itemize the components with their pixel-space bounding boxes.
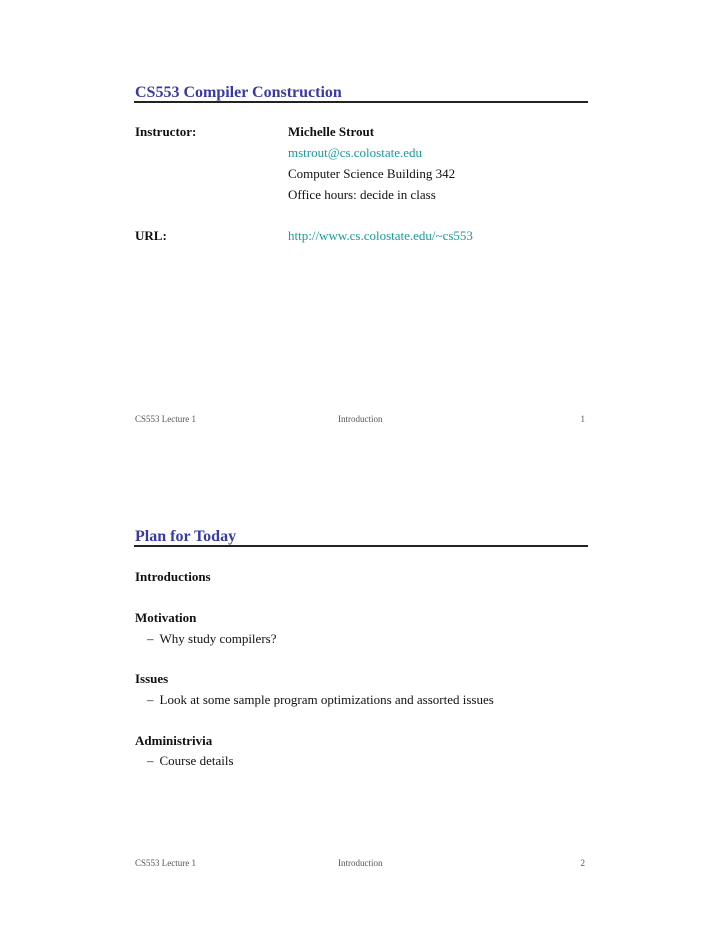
dash-bullet: – [147,692,154,707]
bullet-text: Course details [159,753,234,768]
instructor-label: Instructor: [135,124,197,139]
course-url-link[interactable] [288,228,473,244]
url-label: URL: [135,228,167,243]
section-heading: Introductions [135,569,211,584]
instructor-email[interactable]: mstrout@cs.colostate.edu [288,145,422,160]
course-url[interactable]: http://www.cs.colostate.edu/~cs553 [288,228,473,243]
footer-topic: Introduction [338,414,383,424]
section-heading: Administrivia [135,733,213,748]
bullet-item [147,753,234,769]
footer-course: CS553 Lecture 1 [135,858,196,868]
section-heading: Motivation [135,610,197,625]
bullet-text: Why study compilers? [159,631,277,646]
office-hours: Office hours: decide in class [288,187,436,202]
dash-bullet: – [147,753,154,768]
title-rule [134,545,588,547]
footer-course: CS553 Lecture 1 [135,414,196,424]
bullet-item [147,692,494,708]
office-location: Computer Science Building 342 [288,166,456,181]
slide-title: CS553 Compiler Construction [135,84,342,101]
footer-page-number: 2 [580,858,585,868]
instructor-name: Michelle Strout [288,124,375,139]
bullet-item [147,631,276,647]
footer-page-number: 1 [580,414,585,424]
title-rule [134,101,588,103]
dash-bullet: – [147,631,154,646]
slide-2 [0,444,720,932]
instructor-email-link[interactable] [288,145,422,161]
bullet-text: Look at some sample program optimizations and assorted issues [159,692,494,707]
footer-topic: Introduction [338,858,383,868]
section-heading: Issues [135,671,169,686]
slide-title: Plan for Today [135,528,237,545]
